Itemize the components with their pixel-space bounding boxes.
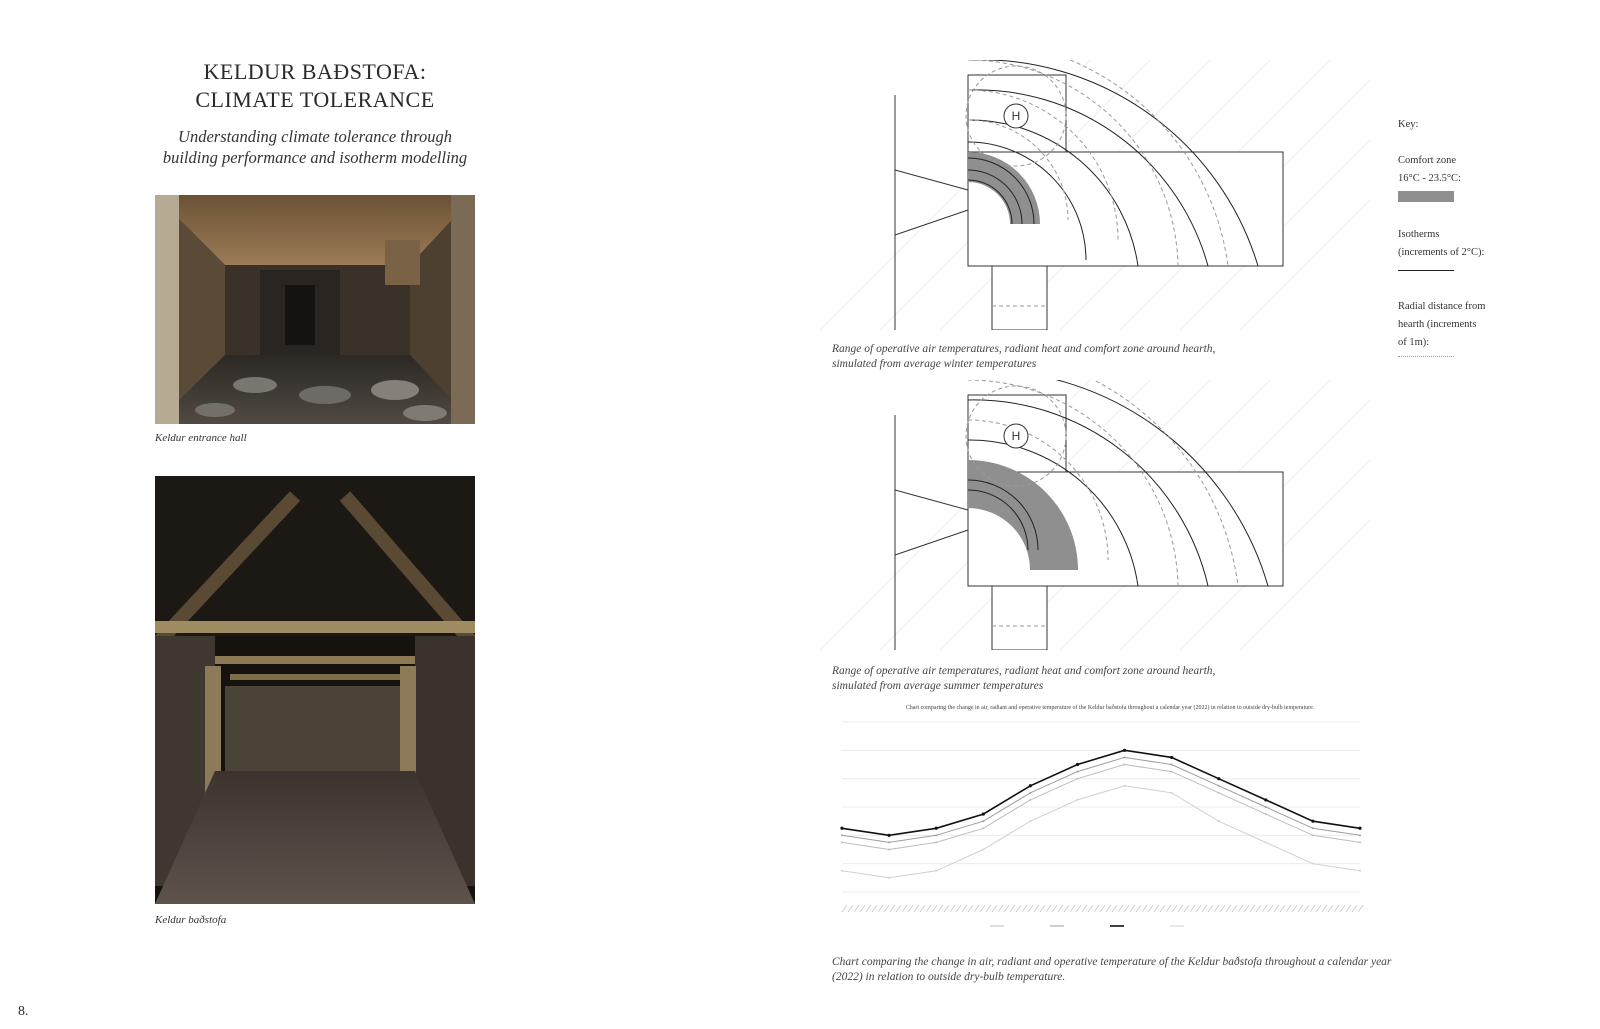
chart-point bbox=[841, 841, 843, 843]
chart-axis-hatch bbox=[920, 905, 925, 912]
chart-series-line-2 bbox=[842, 757, 1360, 842]
chart-point bbox=[1171, 764, 1173, 766]
chart-point bbox=[1124, 756, 1126, 758]
chart-point bbox=[1029, 799, 1031, 801]
page-title bbox=[140, 58, 490, 114]
chart-axis-hatch bbox=[986, 905, 991, 912]
chart-axis-hatch bbox=[1256, 905, 1261, 912]
chart-axis-hatch bbox=[956, 905, 961, 912]
key-radial-label-3: of 1m): bbox=[1398, 337, 1430, 348]
page-number: 8. bbox=[18, 1004, 29, 1019]
chart-axis-hatch bbox=[1310, 905, 1315, 912]
chart-point bbox=[1029, 792, 1031, 794]
chart-point bbox=[840, 827, 843, 830]
chart-caption-line-2: (2022) in relation to outside dry-bulb temperature. bbox=[832, 971, 1066, 983]
chart-point bbox=[1359, 841, 1361, 843]
key-isotherm-label-2: (increments of 2°C): bbox=[1398, 247, 1485, 258]
chart-point bbox=[1264, 798, 1267, 801]
chart-point bbox=[1124, 785, 1126, 787]
chart-axis-hatch bbox=[1190, 905, 1195, 912]
chart-axis-hatch bbox=[1250, 905, 1255, 912]
badstofa-photo bbox=[155, 476, 475, 904]
chart-axis-hatch bbox=[914, 905, 919, 912]
key-comfort-zone bbox=[1398, 152, 1461, 188]
chart-axis-hatch bbox=[998, 905, 1003, 912]
chart-axis-hatch bbox=[1316, 905, 1321, 912]
chart-axis-hatch bbox=[866, 905, 871, 912]
diagram-key bbox=[1398, 116, 1418, 134]
chart-point bbox=[1265, 813, 1267, 815]
chart-point bbox=[1124, 764, 1126, 766]
key-isotherm-label-1: Isotherms bbox=[1398, 229, 1440, 240]
entrance-hall-photo bbox=[155, 195, 475, 424]
chart-axis-hatch bbox=[1022, 905, 1027, 912]
chart-axis-hatch bbox=[1004, 905, 1009, 912]
chart-axis-hatch bbox=[1184, 905, 1189, 912]
chart-point bbox=[1359, 834, 1361, 836]
chart-point bbox=[888, 841, 890, 843]
chart-point bbox=[1358, 827, 1361, 830]
chart-axis-hatch bbox=[992, 905, 997, 912]
chart-caption-line-1: Chart comparing the change in air, radiant and operative temperature of the Keldur baðstofa throughout a calendar year bbox=[832, 956, 1392, 968]
chart-point bbox=[982, 827, 984, 829]
chart-axis-hatch bbox=[1124, 905, 1129, 912]
chart-point bbox=[935, 870, 937, 872]
chart-axis-hatch bbox=[1172, 905, 1177, 912]
chart-axis-hatch bbox=[1046, 905, 1051, 912]
chart-point bbox=[1076, 771, 1078, 773]
chart-axis-hatch bbox=[1142, 905, 1147, 912]
chart-point bbox=[935, 841, 937, 843]
chart-point bbox=[1171, 771, 1173, 773]
chart-point bbox=[1170, 756, 1173, 759]
hearth-label-winter: H bbox=[1011, 109, 1021, 123]
comfort-zone-swatch bbox=[1398, 191, 1454, 202]
chart-point bbox=[841, 870, 843, 872]
chart-axis-hatch bbox=[1076, 905, 1081, 912]
chart-axis-hatch bbox=[890, 905, 895, 912]
chart-point bbox=[1076, 763, 1079, 766]
chart-point bbox=[1076, 799, 1078, 801]
chart-point bbox=[1171, 792, 1173, 794]
chart-axis-hatch bbox=[1052, 905, 1057, 912]
chart-point bbox=[1218, 820, 1220, 822]
chart-axis-hatch bbox=[944, 905, 949, 912]
key-heading: Key: bbox=[1398, 119, 1419, 130]
chart-point bbox=[982, 849, 984, 851]
chart-axis-hatch bbox=[926, 905, 931, 912]
chart-axis-hatch bbox=[1106, 905, 1111, 912]
hearth-label-summer: H bbox=[1011, 429, 1021, 443]
key-comfort-label-1: Comfort zone bbox=[1398, 155, 1457, 166]
key-radial-label-1: Radial distance from bbox=[1398, 301, 1486, 312]
chart-axis-hatch bbox=[1196, 905, 1201, 912]
summer-caption-line-2: simulated from average summer temperatures bbox=[832, 680, 1044, 692]
chart-axis-hatch bbox=[950, 905, 955, 912]
chart-point bbox=[1265, 806, 1267, 808]
chart-axis-hatch bbox=[968, 905, 973, 912]
chart-axis-hatch bbox=[1328, 905, 1333, 912]
chart-axis-hatch bbox=[962, 905, 967, 912]
chart-point bbox=[1217, 777, 1220, 780]
chart-axis-hatch bbox=[1016, 905, 1021, 912]
chart-axis-hatch bbox=[1100, 905, 1105, 912]
chart-axis-hatch bbox=[1094, 905, 1099, 912]
chart-axis-hatch bbox=[980, 905, 985, 912]
chart-axis-hatch bbox=[878, 905, 883, 912]
chart-axis-hatch bbox=[1286, 905, 1291, 912]
chart-axis-hatch bbox=[902, 905, 907, 912]
chart-point bbox=[982, 820, 984, 822]
chart-point bbox=[1029, 820, 1031, 822]
entrance-hall-caption: Keldur entrance hall bbox=[155, 432, 247, 444]
chart-point bbox=[1218, 785, 1220, 787]
chart-point bbox=[935, 834, 937, 836]
chart-axis-hatch bbox=[1304, 905, 1309, 912]
chart-axis-hatch bbox=[1136, 905, 1141, 912]
chart-axis-hatch bbox=[1244, 905, 1249, 912]
chart-axis-hatch bbox=[1040, 905, 1045, 912]
chart-axis-hatch bbox=[1058, 905, 1063, 912]
chart-point bbox=[1311, 820, 1314, 823]
chart-point bbox=[935, 827, 938, 830]
title-line-1: KELDUR BAÐSTOFA: bbox=[203, 59, 427, 84]
chart-point bbox=[841, 834, 843, 836]
title-line-2: CLIMATE TOLERANCE bbox=[195, 87, 435, 112]
chart-axis-hatch bbox=[908, 905, 913, 912]
chart-axis-hatch bbox=[1358, 905, 1363, 912]
chart-axis-hatch bbox=[1232, 905, 1237, 912]
chart-axis-hatch bbox=[1028, 905, 1033, 912]
chart-axis-hatch bbox=[1340, 905, 1345, 912]
chart-axis-hatch bbox=[1160, 905, 1165, 912]
chart-axis-hatch bbox=[1010, 905, 1015, 912]
summer-diagram-caption bbox=[832, 664, 1392, 694]
chart-point bbox=[1123, 749, 1126, 752]
chart-axis-hatch bbox=[1070, 905, 1075, 912]
key-radial-label-2: hearth (increments bbox=[1398, 319, 1477, 330]
radial-line-swatch bbox=[1398, 356, 1454, 357]
isotherm-diagram-winter bbox=[820, 60, 1370, 330]
chart-axis-hatch bbox=[1280, 905, 1285, 912]
chart-axis-hatch bbox=[1268, 905, 1273, 912]
chart-axis-hatch bbox=[1088, 905, 1093, 912]
chart-axis-hatch bbox=[842, 905, 847, 912]
subtitle-line-2: building performance and isotherm modelling bbox=[162, 148, 468, 167]
chart-axis-hatch bbox=[1166, 905, 1171, 912]
isotherm-line-swatch bbox=[1398, 270, 1454, 271]
winter-diagram-caption bbox=[832, 342, 1392, 372]
chart-axis-hatch bbox=[1064, 905, 1069, 912]
chart-point bbox=[1312, 827, 1314, 829]
chart-axis-hatch bbox=[1202, 905, 1207, 912]
chart-axis-hatch bbox=[1130, 905, 1135, 912]
chart-point bbox=[1029, 784, 1032, 787]
winter-caption-line-1: Range of operative air temperatures, radiant heat and comfort zone around hearth, bbox=[832, 343, 1216, 355]
key-isotherms bbox=[1398, 226, 1484, 262]
chart-axis-hatch bbox=[872, 905, 877, 912]
chart-axis-hatch bbox=[1334, 905, 1339, 912]
subtitle-line-1: Understanding climate tolerance through bbox=[178, 127, 452, 146]
chart-point bbox=[1218, 792, 1220, 794]
key-comfort-label-2: 16°C - 23.5°C: bbox=[1398, 173, 1461, 184]
chart-inner-title: Chart comparing the change in air, radiant and operative temperature of the Keldur baðstofa throughout a calendar year (2022) in relation to outside dry-bulb temperature. bbox=[905, 705, 1315, 711]
chart-axis-hatch bbox=[1274, 905, 1279, 912]
chart-axis-hatch bbox=[1346, 905, 1351, 912]
chart-axis-hatch bbox=[896, 905, 901, 912]
chart-axis-hatch bbox=[1238, 905, 1243, 912]
chart-point bbox=[888, 877, 890, 879]
chart-axis-hatch bbox=[1298, 905, 1303, 912]
chart-axis-hatch bbox=[1292, 905, 1297, 912]
chart-axis-hatch bbox=[1154, 905, 1159, 912]
badstofa-caption: Keldur baðstofa bbox=[155, 914, 227, 926]
chart-axis-hatch bbox=[1118, 905, 1123, 912]
chart-point bbox=[1265, 841, 1267, 843]
key-radial-distance bbox=[1398, 298, 1485, 352]
chart-axis-hatch bbox=[1208, 905, 1213, 912]
chart-point bbox=[1312, 834, 1314, 836]
chart-axis-hatch bbox=[1112, 905, 1117, 912]
summer-caption-line-1: Range of operative air temperatures, radiant heat and comfort zone around hearth, bbox=[832, 665, 1216, 677]
chart-point bbox=[1359, 870, 1361, 872]
chart-point bbox=[982, 812, 985, 815]
chart-axis-hatch bbox=[1178, 905, 1183, 912]
chart-axis-hatch bbox=[1214, 905, 1219, 912]
chart-axis-hatch bbox=[1262, 905, 1267, 912]
page-subtitle bbox=[140, 126, 490, 168]
chart-axis-hatch bbox=[860, 905, 865, 912]
chart-axis-hatch bbox=[1352, 905, 1357, 912]
chart-point bbox=[887, 834, 890, 837]
winter-caption-line-2: simulated from average winter temperatures bbox=[832, 358, 1037, 370]
chart-point bbox=[888, 849, 890, 851]
chart-axis-hatch bbox=[848, 905, 853, 912]
chart-axis-hatch bbox=[1148, 905, 1153, 912]
chart-point bbox=[1076, 778, 1078, 780]
chart-axis-hatch bbox=[884, 905, 889, 912]
chart-axis-hatch bbox=[1322, 905, 1327, 912]
chart-axis-hatch bbox=[1220, 905, 1225, 912]
chart-caption bbox=[832, 955, 1452, 985]
chart-axis-hatch bbox=[938, 905, 943, 912]
chart-axis-hatch bbox=[1226, 905, 1231, 912]
chart-axis-hatch bbox=[974, 905, 979, 912]
chart-axis-hatch bbox=[1034, 905, 1039, 912]
chart-axis-hatch bbox=[932, 905, 937, 912]
chart-axis-hatch bbox=[854, 905, 859, 912]
temperature-chart bbox=[830, 712, 1370, 934]
chart-axis-hatch bbox=[1082, 905, 1087, 912]
isotherm-diagram-summer bbox=[820, 380, 1370, 650]
chart-point bbox=[1312, 863, 1314, 865]
